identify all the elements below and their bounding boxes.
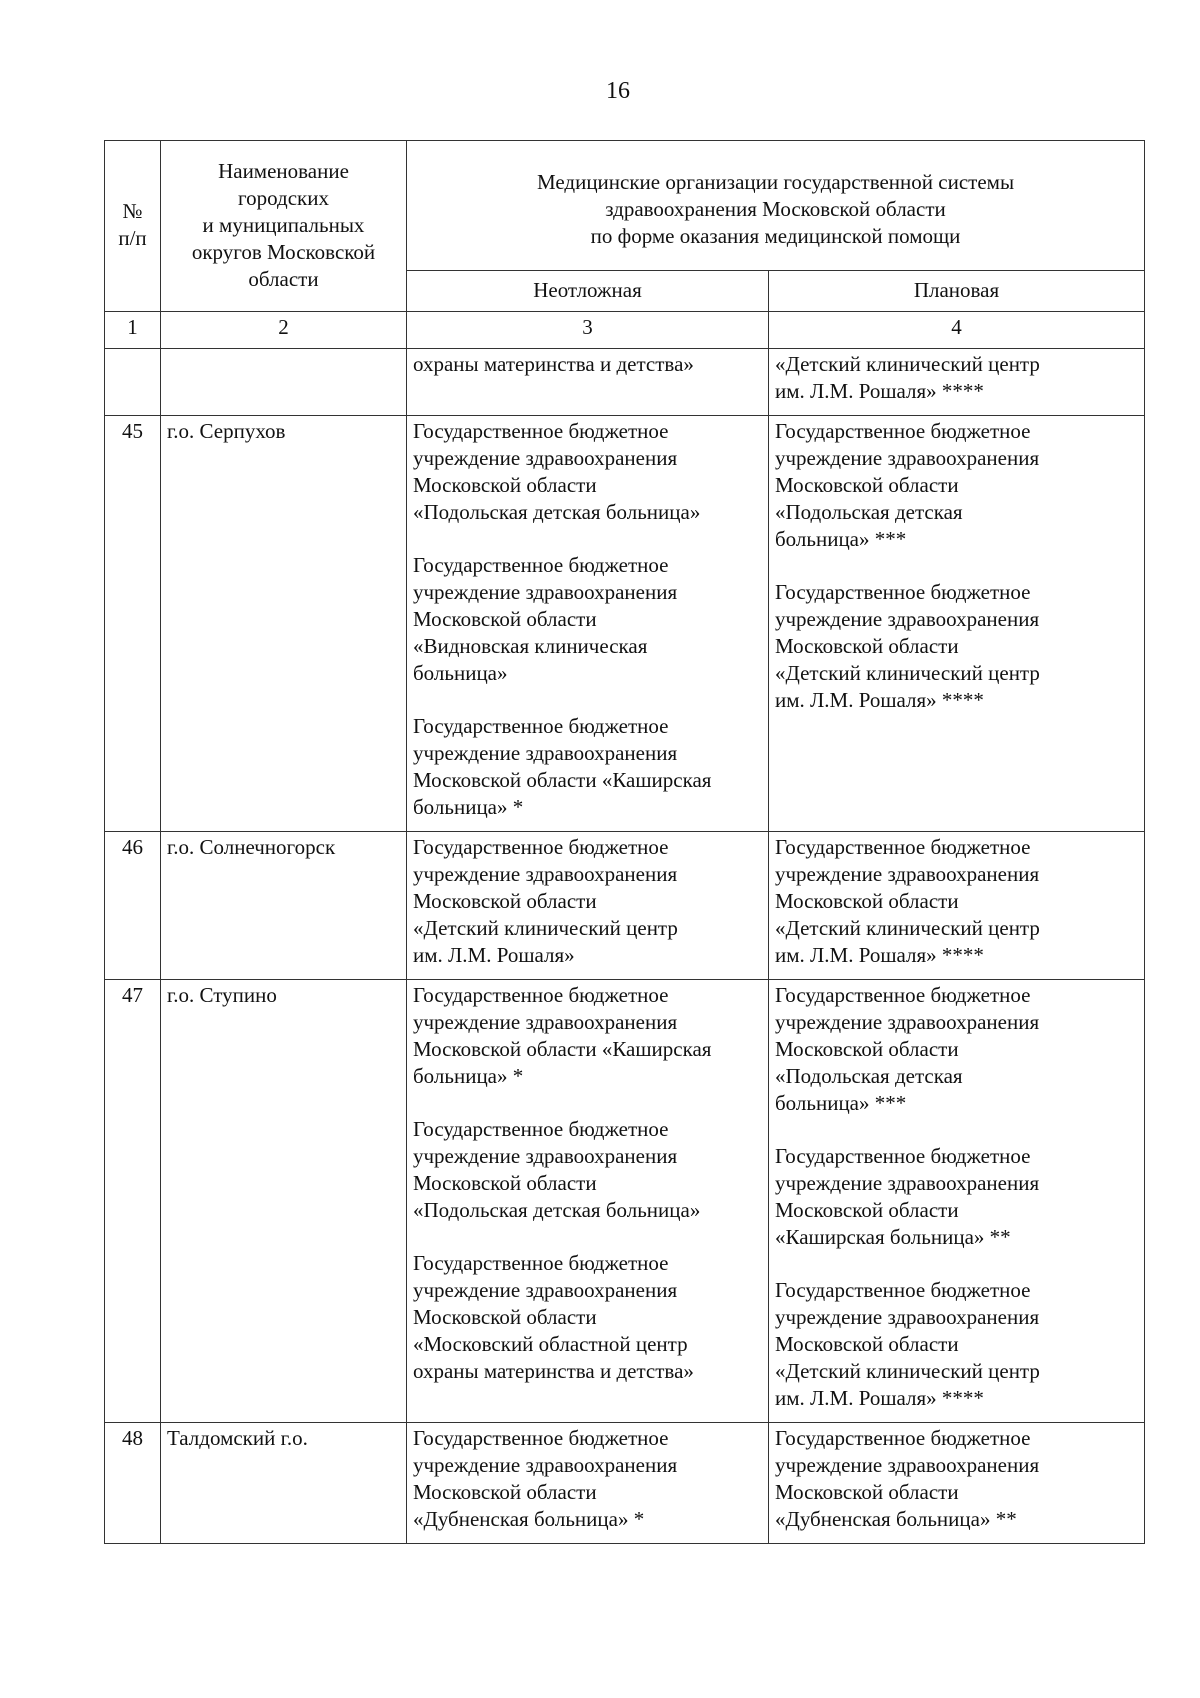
- organization-entry: [775, 1143, 1138, 1251]
- organization-line: Московской области «Каширская: [413, 1037, 712, 1061]
- organization-line: Московской области: [775, 473, 959, 497]
- organization-line: Государственное бюджетное: [775, 1144, 1031, 1168]
- organization-line: охраны материнства и детства»: [413, 352, 694, 376]
- organization-line: учреждение здравоохранения: [413, 1010, 678, 1034]
- page-number: 16: [606, 78, 630, 104]
- organization-entry: [775, 351, 1138, 405]
- organization-entry: [413, 552, 762, 687]
- organization-line: Государственное бюджетное: [413, 419, 669, 443]
- organization-line: учреждение здравоохранения: [775, 446, 1040, 470]
- organization-line: Московской области: [775, 1332, 959, 1356]
- organization-line: «Детский клинический центр: [413, 916, 678, 940]
- organization-line: учреждение здравоохранения: [775, 1010, 1040, 1034]
- organization-line: Государственное бюджетное: [413, 714, 669, 738]
- organization-entry: [775, 834, 1138, 969]
- organization-line: Московской области: [775, 1198, 959, 1222]
- organization-line: Государственное бюджетное: [775, 1426, 1031, 1450]
- organization-line: учреждение здравоохранения: [413, 1453, 678, 1477]
- organization-entry: [413, 418, 762, 526]
- organization-line: больница» *: [413, 795, 524, 819]
- organization-line: учреждение здравоохранения: [413, 1278, 678, 1302]
- table-row: [105, 349, 1145, 416]
- planned-care-cell: [769, 980, 1145, 1423]
- header-district-name: [161, 141, 407, 312]
- table-row: [105, 832, 1145, 980]
- organization-line: Государственное бюджетное: [413, 1426, 669, 1450]
- header-text: здравоохранения Московской области: [605, 197, 946, 221]
- organization-line: им. Л.М. Рошаля» ****: [775, 688, 984, 712]
- organization-line: Московской области: [775, 634, 959, 658]
- organization-entry: [413, 1116, 762, 1224]
- header-planned: Плановая: [769, 271, 1145, 312]
- organization-line: «Детский клинический центр: [775, 661, 1040, 685]
- table-row: [105, 1423, 1145, 1544]
- urgent-care-cell: [407, 832, 769, 980]
- organization-line: Московской области: [413, 473, 597, 497]
- header-organizations: [407, 141, 1145, 271]
- organization-line: Московской области: [413, 1305, 597, 1329]
- organization-line: «Видновская клиническая: [413, 634, 648, 658]
- urgent-care-cell: [407, 1423, 769, 1544]
- organization-line: учреждение здравоохранения: [413, 741, 678, 765]
- organization-line: Московской области: [775, 1480, 959, 1504]
- organization-line: «Детский клинический центр: [775, 352, 1040, 376]
- organization-entry: [775, 579, 1138, 714]
- header-text: п/п: [118, 226, 147, 250]
- organization-line: «Подольская детская больница»: [413, 1198, 701, 1222]
- organization-entry: [413, 713, 762, 821]
- organization-line: «Подольская детская: [775, 1064, 963, 1088]
- header-text: городских: [238, 185, 329, 210]
- organization-line: Московской области: [413, 1171, 597, 1195]
- organization-line: им. Л.М. Рошаля»: [413, 943, 575, 967]
- organization-line: им. Л.М. Рошаля» ****: [775, 1386, 984, 1410]
- row-number: 46: [105, 832, 161, 980]
- organization-entry: [413, 1250, 762, 1385]
- organization-entry: [775, 982, 1138, 1117]
- organization-entry: [413, 351, 762, 378]
- header-text: округов Московской: [191, 239, 376, 264]
- table-row: [105, 416, 1145, 832]
- organization-line: Государственное бюджетное: [775, 580, 1031, 604]
- organization-entry: [775, 1425, 1138, 1533]
- organization-entry: [775, 1277, 1138, 1412]
- organization-line: «Детский клинический центр: [775, 916, 1040, 940]
- organization-line: «Каширская больница» **: [775, 1225, 1011, 1249]
- planned-care-cell: [769, 416, 1145, 832]
- organization-line: Московской области: [413, 1480, 597, 1504]
- organization-entry: [413, 834, 762, 969]
- row-number: 47: [105, 980, 161, 1423]
- organization-line: Государственное бюджетное: [775, 835, 1031, 859]
- urgent-care-cell: [407, 349, 769, 416]
- header-number: [105, 141, 161, 312]
- medical-organizations-table: [104, 140, 1145, 1544]
- organization-line: Московской области: [775, 889, 959, 913]
- organization-entry: [775, 418, 1138, 553]
- organization-line: Московской области: [775, 1037, 959, 1061]
- organization-line: им. Л.М. Рошаля» ****: [775, 379, 984, 403]
- organization-line: учреждение здравоохранения: [413, 446, 678, 470]
- organization-line: учреждение здравоохранения: [775, 1453, 1040, 1477]
- row-number: 48: [105, 1423, 161, 1544]
- planned-care-cell: [769, 349, 1145, 416]
- district-name: г.о. Солнечногорск: [161, 832, 407, 980]
- table-row: [105, 980, 1145, 1423]
- header-text: №: [122, 199, 143, 223]
- organization-line: Московской области: [413, 607, 597, 631]
- header-text: Наименование: [218, 158, 349, 183]
- organization-line: учреждение здравоохранения: [775, 607, 1040, 631]
- organization-line: учреждение здравоохранения: [413, 580, 678, 604]
- organization-line: Московской области «Каширская: [413, 768, 712, 792]
- column-number: 3: [407, 312, 769, 349]
- table-header-row: [105, 141, 1145, 271]
- district-name: г.о. Серпухов: [161, 416, 407, 832]
- organization-line: больница» ***: [775, 527, 907, 551]
- organization-line: Государственное бюджетное: [413, 1251, 669, 1275]
- row-number: 45: [105, 416, 161, 832]
- organization-line: учреждение здравоохранения: [413, 862, 678, 886]
- organization-line: учреждение здравоохранения: [775, 862, 1040, 886]
- organization-line: «Московский областной центр: [413, 1332, 688, 1356]
- column-number: 1: [105, 312, 161, 349]
- organization-entry: [413, 1425, 762, 1533]
- organization-line: учреждение здравоохранения: [413, 1144, 678, 1168]
- organization-line: «Дубненская больница» **: [775, 1507, 1017, 1531]
- organization-line: Государственное бюджетное: [413, 1117, 669, 1141]
- organization-line: учреждение здравоохранения: [775, 1305, 1040, 1329]
- organization-line: им. Л.М. Рошаля» ****: [775, 943, 984, 967]
- organization-line: «Подольская детская: [775, 500, 963, 524]
- organization-line: больница»: [413, 661, 508, 685]
- row-number: [105, 349, 161, 416]
- header-text: по форме оказания медицинской помощи: [590, 224, 961, 248]
- header-text: и муниципальных: [202, 212, 365, 237]
- header-urgent: Неотложная: [407, 271, 769, 312]
- organization-line: «Детский клинический центр: [775, 1359, 1040, 1383]
- column-numbers-row: [105, 312, 1145, 349]
- organization-line: «Подольская детская больница»: [413, 500, 701, 524]
- organization-line: Государственное бюджетное: [775, 983, 1031, 1007]
- organization-line: Государственное бюджетное: [413, 835, 669, 859]
- district-name: [161, 349, 407, 416]
- planned-care-cell: [769, 1423, 1145, 1544]
- organization-line: «Дубненская больница» *: [413, 1507, 645, 1531]
- header-text: Медицинские организации государственной системы: [536, 170, 1015, 194]
- urgent-care-cell: [407, 416, 769, 832]
- planned-care-cell: [769, 832, 1145, 980]
- organization-line: Московской области: [413, 889, 597, 913]
- district-name: Талдомский г.о.: [161, 1423, 407, 1544]
- organization-line: учреждение здравоохранения: [775, 1171, 1040, 1195]
- organization-entry: [413, 982, 762, 1090]
- column-number: 2: [161, 312, 407, 349]
- column-number: 4: [769, 312, 1145, 349]
- organization-line: охраны материнства и детства»: [413, 1359, 694, 1383]
- organization-line: Государственное бюджетное: [775, 1278, 1031, 1302]
- urgent-care-cell: [407, 980, 769, 1423]
- organization-line: больница» ***: [775, 1091, 907, 1115]
- organization-line: Государственное бюджетное: [413, 983, 669, 1007]
- organization-line: больница» *: [413, 1064, 524, 1088]
- organization-line: Государственное бюджетное: [775, 419, 1031, 443]
- district-name: г.о. Ступино: [161, 980, 407, 1423]
- header-text: области: [248, 266, 319, 291]
- organization-line: Государственное бюджетное: [413, 553, 669, 577]
